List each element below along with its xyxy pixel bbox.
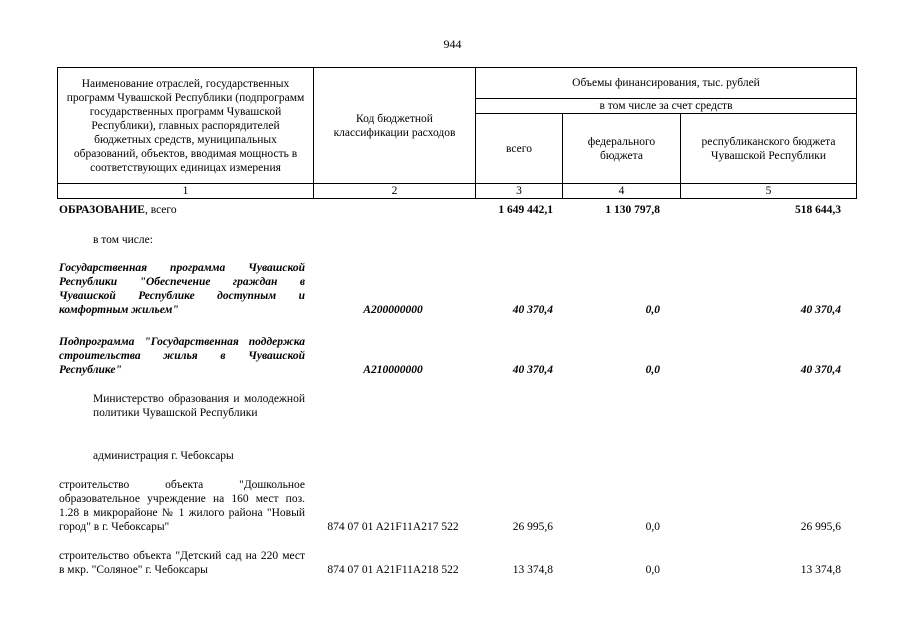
row-federal: 0,0: [645, 521, 660, 533]
row-name: в том числе:: [93, 234, 153, 246]
header-num-2: 2: [314, 184, 476, 199]
row-total: 1 649 442,1: [498, 204, 553, 216]
header-name-column: Наименование отраслей, государственных программ Чувашской Республики (подпрограмм государственных программ Чувашской Республики), главных распорядителей бюджетных средств, муниципальных образований, объектов, вводимая мощность в соответствующих единицах измерения: [58, 68, 314, 184]
row-total: 13 374,8: [512, 564, 553, 576]
row-name: Государственная программа Чувашской Республики "Обеспечение граждан в Чувашской Республике доступным и комфортным жильем": [59, 262, 305, 316]
row-federal: 1 130 797,8: [605, 204, 660, 216]
row-federal: 0,0: [645, 364, 660, 376]
row-federal: 0,0: [645, 564, 660, 576]
row-name: администрация г. Чебоксары: [93, 450, 234, 462]
header-code-column: Код бюджетной классификации расходов: [314, 68, 476, 184]
row-name: Министерство образования и молодежной политики Чувашской Республики: [93, 393, 305, 419]
row-republican: 518 644,3: [795, 204, 841, 216]
table-header: [57, 67, 857, 199]
header-including: в том числе за счет средств: [476, 99, 857, 114]
header-funding: Объемы финансирования, тыс. рублей: [476, 68, 857, 99]
row-name: Подпрограмма "Государственная поддержка строительства жилья в Чувашской Республике": [59, 336, 305, 376]
header-republican: республиканского бюджета Чувашской Республики: [681, 114, 857, 184]
row-republican: 13 374,8: [800, 564, 841, 576]
row-republican: 40 370,4: [800, 364, 841, 376]
row-republican: 26 995,6: [800, 521, 841, 533]
row-code: 874 07 01 A21F11A217 522: [327, 521, 459, 533]
row-total: 40 370,4: [512, 364, 553, 376]
header-total: всего: [476, 114, 563, 184]
row-code: 874 07 01 A21F11A218 522: [327, 564, 459, 576]
row-total: 26 995,6: [512, 521, 553, 533]
header-num-4: 4: [563, 184, 681, 199]
row-code: A200000000: [363, 304, 423, 316]
row-republican: 40 370,4: [800, 304, 841, 316]
row-name: строительство объекта "Дошкольное образовательное учреждение на 160 мест поз. 1.28 в микрорайоне № 1 жилого района "Новый город" в г. Чебоксары": [59, 479, 305, 533]
header-federal: федерального бюджета: [563, 114, 681, 184]
header-num-5: 5: [681, 184, 857, 199]
header-num-1: 1: [58, 184, 314, 199]
row-federal: 0,0: [645, 304, 660, 316]
row-name: ОБРАЗОВАНИЕ, всего: [59, 204, 177, 216]
row-name: строительство объекта "Детский сад на 220 мест в мкр. "Соляное" г. Чебоксары: [59, 550, 305, 576]
row-total: 40 370,4: [512, 304, 553, 316]
page-number: 944: [443, 37, 462, 51]
row-code: A210000000: [363, 364, 423, 376]
header-num-3: 3: [476, 184, 563, 199]
